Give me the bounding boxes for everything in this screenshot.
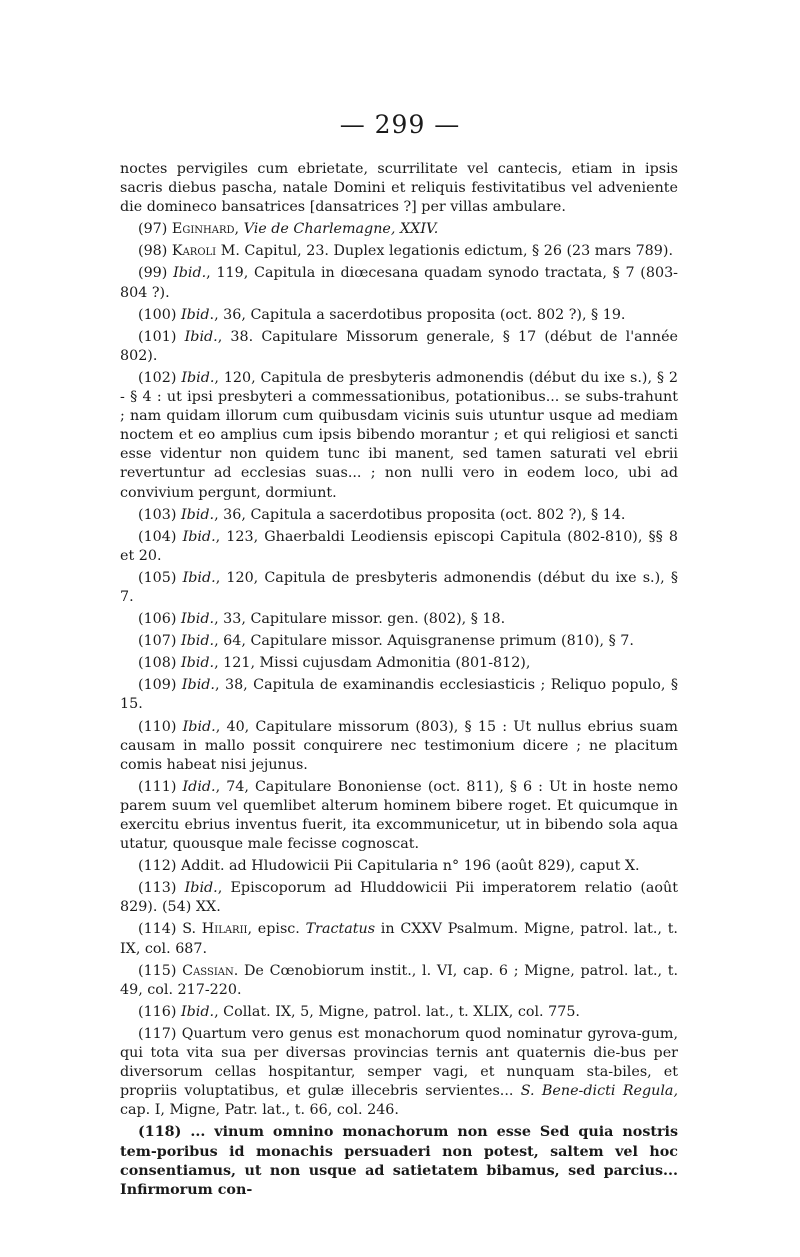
footnote-110: (110) Ibid., 40, Capitulare missorum (803), § 15 : Ut nullus ebrius suam causam in mallo possit conquirere nec testimonium dicere ; ne placitum comis habeat nisi jejunus. [120, 718, 678, 773]
footnote-104: (104) Ibid., 123, Ghaerbaldi Leodiensis episcopi Capitula (802-810), §§ 8 et 20. [120, 528, 678, 564]
footnote-113: (113) Ibid., Episcoporum ad Hluddowicii Pii imperatorem relatio (août 829). (54) XX. [120, 880, 678, 916]
footnote-101: (101) Ibid., 38. Capitulare Missorum generale, § 17 (début de l'année 802). [120, 328, 679, 364]
footnote-109: (109) Ibid., 38, Capitula de examinandis ecclesiasticis ; Reliquo populo, § 15. [120, 677, 678, 713]
footnote-106: (106) Ibid., 33, Capitulare missor. gen. (802), § 18. [138, 611, 506, 628]
footnote-118: (118) ... vinum omnino monachorum non esse Sed quia nostris tem-poribus id monachis persuaderi non potest, saltem vel hoc consentiamus, ut non usque ad satietatem bibamus, sed parcius... Infirmorum con- [120, 1124, 678, 1198]
footnote-105: (105) Ibid., 120, Capitula de presbyteris admonendis (début du ixe s.), § 7. [120, 569, 678, 605]
page-number: — 299 — [339, 110, 461, 139]
footnote-115: (115) Cassian. De Cœnobiorum instit., l. VI, cap. 6 ; Migne, patrol. lat., t. 49, col. 217-220. [120, 962, 678, 998]
footnote-117: (117) Quartum vero genus est monachorum quod nominatur gyrova-gum, qui tota vita sua per diversas provincias ternis ant quaternis die-bus per diversorum cellas hospitantur, semper vagi, et nunquam sta-biles, et propriis voluptatibus, et gulæ illecebris servientes... S. Bene-dicti Regula, cap. I, Migne, Patr. lat., t. 66, col. 246. [120, 1025, 679, 1119]
footnote-108: (108) Ibid., 121, Missi cujusdam Admonitia (801-812), [138, 655, 531, 672]
notes-body [120, 160, 678, 1203]
footnote-97: (97) Eginhard, Vie de Charlemagne, XXIV. [138, 221, 439, 238]
footnote-103: (103) Ibid., 36, Capitula a sacerdotibus proposita (oct. 802 ?), § 14. [138, 506, 626, 523]
footnote-107: (107) Ibid., 64, Capitulare missor. Aquisgranense primum (810), § 7. [138, 633, 634, 650]
footnote-112: (112) Addit. ad Hludowicii Pii Capitularia n° 196 (août 829), caput X. [138, 858, 640, 875]
footnote-114: (114) S. Hilarii, episc. Tractatus in CXXV Psalmum. Migne, patrol. lat., t. IX, col. 687. [120, 921, 678, 957]
footnote-111: (111) Idid., 74, Capitulare Bononiense (oct. 811), § 6 : Ut in hoste nemo parem suum vel quemlibet alterum hominem bibere roget. Et quicumque in exercitu ebrius inventus fuerit, ita excommunicetur, ut in bibendo sola aqua utatur, quousque male fecisse cognoscat. [120, 778, 678, 853]
intro-paragraph: noctes pervigiles cum ebrietate, scurrilitate vel cantecis, etiam in ipsis sacris diebus pascha, natale Domini et reliquis festivitatibus vel adveniente die domineco bansatrices [dansatrices ?] per villas ambulare. [120, 161, 678, 216]
footnote-102: (102) Ibid., 120, Capitula de presbyteris admonendis (début du ixe s.), § 2 - § 4 : ut ipsi presbyteri a commessationibus, potationibus... se subs-trahunt ; nam quidam illorum cum quibusdam vicinis suis utuntur usque ad mediam noctem et eo amplius cum ipsis bibendo morantur ; et qui religiosi et sancti esse videntur non quidem tunc ibi manent, sed tamen saturati vel ebrii revertuntur ad ecclesias suas... ; non nulli vero in eodem loco, ubi ad convivium pergunt, dormiunt. [120, 369, 678, 501]
footnote-100: (100) Ibid., 36, Capitula a sacerdotibus proposita (oct. 802 ?), § 19. [138, 306, 626, 323]
footnote-116: (116) Ibid., Collat. IX, 5, Migne, patrol. lat., t. XLIX, col. 775. [138, 1003, 580, 1020]
footnote-99: (99) Ibid., 119, Capitula in diœcesana quadam synodo tractata, § 7 (803-804 ?). [120, 265, 679, 301]
footnote-98: (98) Karoli M. Capitul, 23. Duplex legationis edictum, § 26 (23 mars 789). [138, 243, 674, 260]
